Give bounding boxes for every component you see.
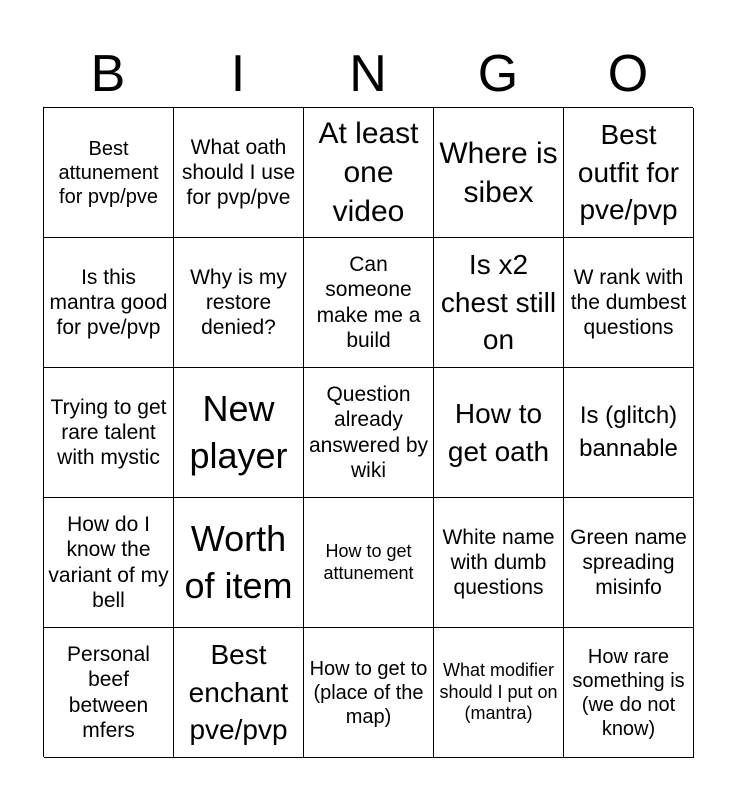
bingo-cell[interactable]: Is x2 chest still on: [434, 238, 564, 368]
bingo-cell[interactable]: Is this mantra good for pve/pvp: [44, 238, 174, 368]
bingo-header: [43, 40, 693, 108]
bingo-cell[interactable]: How to get to (place of the map): [304, 628, 434, 758]
bingo-cell[interactable]: Why is my restore denied?: [174, 238, 304, 368]
bingo-cell[interactable]: Green name spreading misinfo: [564, 498, 694, 628]
bingo-cell[interactable]: How to get attunement: [304, 498, 434, 628]
bingo-cell[interactable]: How to get oath: [434, 368, 564, 498]
header-letter-b: B: [90, 45, 126, 103]
header-letter-g: G: [477, 45, 519, 103]
bingo-board: [43, 107, 693, 757]
bingo-cell[interactable]: Worth of item: [174, 498, 304, 628]
bingo-cell[interactable]: Where is sibex: [434, 108, 564, 238]
bingo-cell[interactable]: Personal beef between mfers: [44, 628, 174, 758]
header-letter-n: N: [349, 45, 387, 103]
bingo-cell[interactable]: Question already answered by wiki: [304, 368, 434, 498]
bingo-cell[interactable]: What oath should I use for pvp/pve: [174, 108, 304, 238]
bingo-cell[interactable]: How do I know the variant of my bell: [44, 498, 174, 628]
bingo-cell[interactable]: Trying to get rare talent with mystic: [44, 368, 174, 498]
bingo-cell[interactable]: Is (glitch) bannable: [564, 368, 694, 498]
bingo-cell[interactable]: What modifier should I put on (mantra): [434, 628, 564, 758]
bingo-cell[interactable]: Best outfit for pve/pvp: [564, 108, 694, 238]
header-letter-o: O: [607, 45, 649, 103]
bingo-cell[interactable]: At least one video: [304, 108, 434, 238]
bingo-cell[interactable]: New player: [174, 368, 304, 498]
bingo-cell[interactable]: White name with dumb questions: [434, 498, 564, 628]
bingo-cell[interactable]: W rank with the dumbest questions: [564, 238, 694, 368]
bingo-cell[interactable]: Best enchant pve/pvp: [174, 628, 304, 758]
bingo-cell[interactable]: How rare something is (we do not know): [564, 628, 694, 758]
bingo-cell[interactable]: Best attunement for pvp/pve: [44, 108, 174, 238]
bingo-cell[interactable]: Can someone make me a build: [304, 238, 434, 368]
header-letter-i: I: [230, 45, 246, 103]
